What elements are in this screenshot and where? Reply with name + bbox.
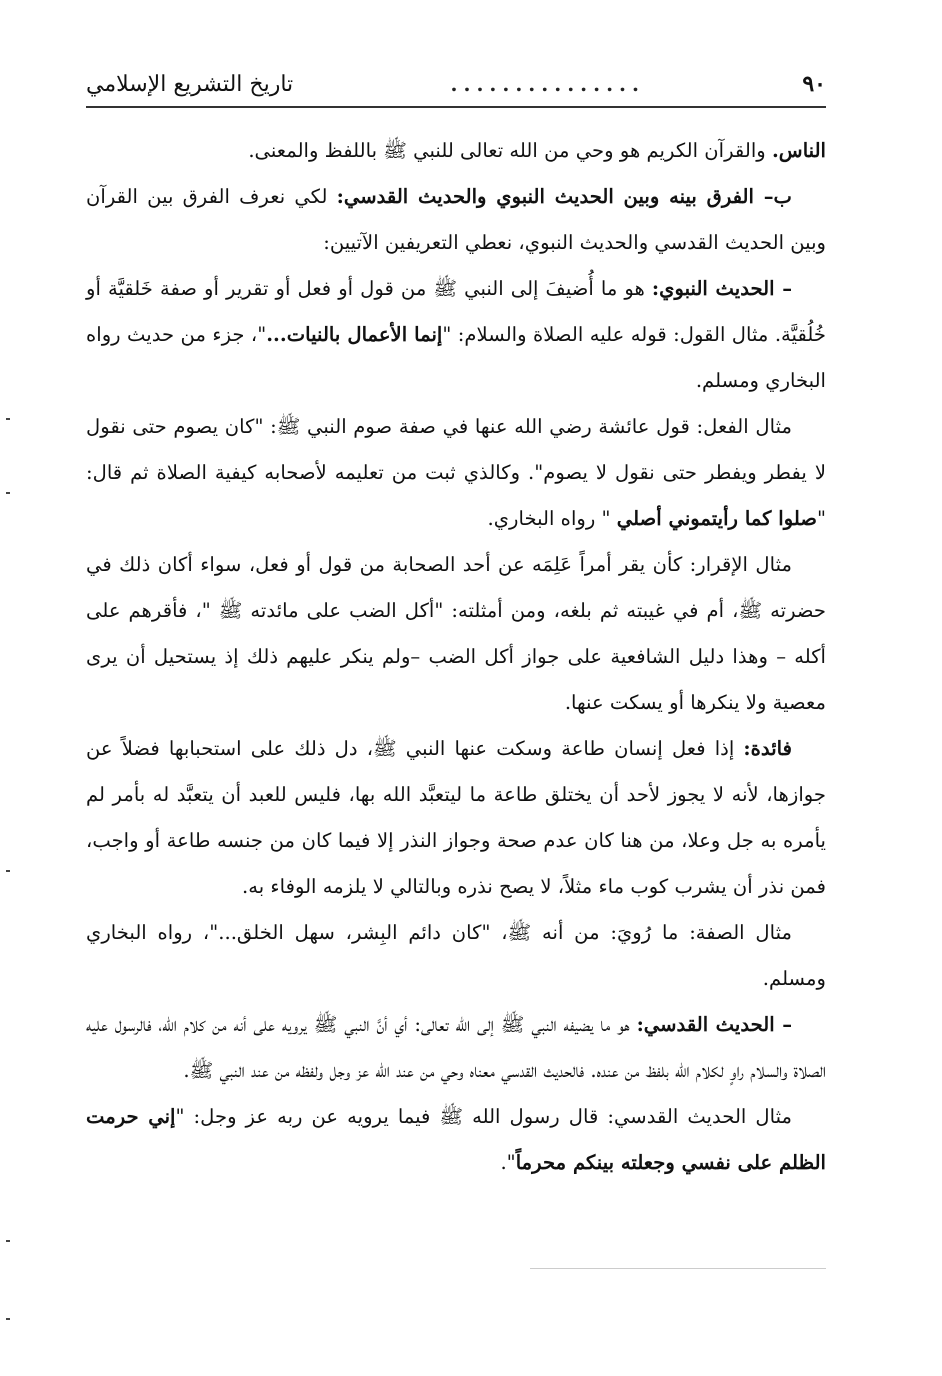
bold-text: صلوا كما رأيتموني أصلي	[616, 507, 817, 530]
paragraph	[86, 910, 826, 1002]
paragraph	[86, 726, 826, 910]
paragraph	[86, 404, 826, 542]
book-title: تاريخ التشريع الإسلامي	[86, 71, 294, 97]
footer-rule	[530, 1268, 826, 1269]
text: مثال الصفة: ما رُويَ: من أنه ﷺ، "كان دائم البِشر، سهل الخلق..."، رواه البخاري ومسلم.	[86, 921, 826, 990]
scan-mark	[6, 870, 10, 872]
bold-text: فائدة:	[743, 737, 792, 760]
scan-mark	[6, 1240, 10, 1242]
bold-text: إنما الأعمال بالنيات...	[266, 323, 443, 346]
text: والقرآن الكريم هو وحي من الله تعالى للنبي ﷺ باللفظ والمعنى.	[248, 139, 772, 162]
bold-text: ب– الفرق بينه وبين الحديث النبوي والحديث القدسي:	[336, 185, 792, 208]
text: مثال الفعل: قول عائشة رضي الله عنها في صفة صوم النبي ﷺ: "كان يصوم حتى نقول لا يفطر ويفطر حتى نقول لا يصوم". وكالذي ثبت من تعليمه لأصحابه كيفية الصلاة ثم قال: "	[86, 415, 826, 530]
text: إذا فعل إنسان طاعة وسكت عنها النبي ﷺ، دل ذلك على استحبابها فضلاً عن جوازها، لأنه لا يجوز لأحد أن يختلق طاعة ما ليتعبَّد الله بها، فليس للعبد أن يتعبَّد له بأمر لم يأمره به جل وعلا، من هنا كان عدم صحة وجواز النذر إلا فيما كان من جنسه طاعة أو واجب، فمن نذر أن يشرب كوب ماء مثلاً، لا يصح نذره وبالتالي لا يلزمه الوفاء به.	[86, 737, 826, 898]
bold-text: – الحديث النبوي:	[651, 277, 792, 300]
text: لكي نعرف الفرق بين القرآن وبين الحديث القدسي والحديث النبوي، نعطي التعريفين الآتيين:	[86, 185, 826, 254]
header-leader-dots: ...............	[450, 72, 645, 96]
running-header	[86, 62, 826, 106]
text: هو ما أُضيفَ إلى النبي ﷺ من قول أو فعل أو تقرير أو صفة خَلقيَّة أو خُلُقيَّة. مثال القول: قوله عليه الصلاة والسلام: "	[86, 277, 826, 346]
paragraph	[86, 266, 826, 404]
scan-mark	[6, 418, 10, 420]
text: مثال الإقرار: كأن يقر أمراً عَلِمَه عن أحد الصحابة من قول أو فعل، سواء أكان ذلك في حضرته ﷺ، أم في غيبته ثم بلغه، ومن أمثلته: "أكل الضب على مائدته ﷺ "، فأقرهم على أكله – وهذا دليل الشافعية على جواز أكل الضب –ولم ينكر عليهم ذلك إذ يستحيل أن يرى معصية ولا ينكرها أو يسكت عنها.	[86, 553, 826, 714]
bold-text: الناس.	[771, 139, 826, 162]
text: ".	[500, 1151, 516, 1174]
bold-text: – الحديث القدسي:	[636, 1013, 793, 1036]
page-number: ٩٠	[802, 71, 826, 97]
paragraph	[86, 542, 826, 726]
page-body	[86, 128, 826, 1186]
text: " رواه البخاري.	[487, 507, 617, 530]
paragraph	[86, 1002, 826, 1094]
text: هو ما يضيفه النبي ﷺ إلى الله تعالى: أي أنَّ النبي ﷺ يرويه على أنه من كلام الله، فالرسول عليه الصلاة والسلام راوٍ لكلام الله بلفظ من عنده. فالحديث القدسي معناه وحي من عند الله عز وجل ولفظه من عند النبي ﷺ.	[86, 1013, 826, 1082]
scan-mark	[6, 1318, 10, 1320]
paragraph	[86, 174, 826, 266]
header-rule	[86, 106, 826, 108]
paragraph	[86, 1094, 826, 1186]
text: "، جزء من حديث رواه البخاري ومسلم.	[86, 323, 826, 392]
text: مثال الحديث القدسي: قال رسول الله ﷺ فيما يرويه عن ربه عز وجل: "	[175, 1105, 792, 1128]
bold-text: إني حرمت الظلم على نفسي وجعلته بينكم محرماً	[86, 1105, 826, 1174]
paragraph	[86, 128, 826, 174]
scan-mark	[6, 492, 10, 494]
